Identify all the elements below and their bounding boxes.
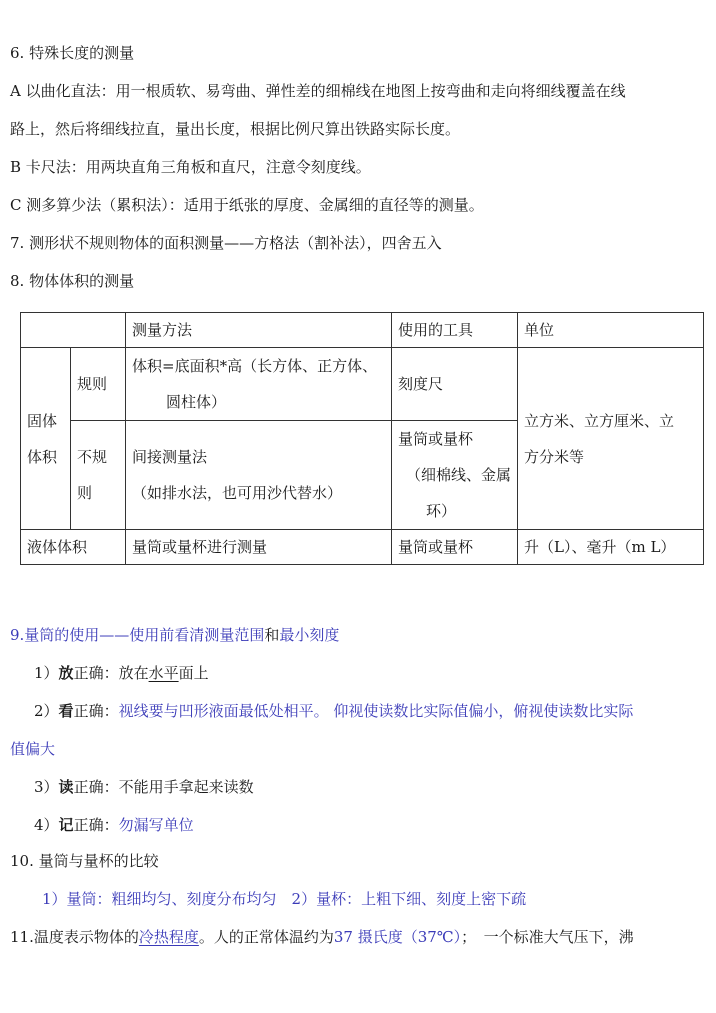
table-row-regular [21, 348, 704, 421]
header-unit: 单位 [518, 313, 704, 348]
irregular-tool-cell: 量筒或量杯 （细棉线、金属 环） [392, 421, 518, 530]
heading-9: 9.量筒的使用——使用前看清测量范围和最小刻度 [10, 626, 340, 644]
table-header-row [21, 313, 704, 348]
regular-tool-cell: 刻度尺 [392, 348, 518, 421]
method-b: B 卡尺法：用两块直角三角板和直尺，注意令刻度线。 [10, 158, 371, 176]
liquid-unit-cell: 升（L）、毫升（m L） [518, 530, 704, 565]
header-tool: 使用的工具 [392, 313, 518, 348]
heading-7: 7. 测形状不规则物体的面积测量——方格法（割补法），四舍五入 [10, 234, 442, 252]
method-a-line-1: A 以曲化直法：用一根质软、易弯曲、弹性差的细棉线在地图上按弯曲和走向将细线覆盖在线 [10, 82, 626, 100]
irregular-cell: 不规 则 [71, 421, 126, 530]
heading-11: 11.温度表示物体的冷热程度。人的正常体温约为37 摄氏度（37℃）； 一个标准大气压下，沸 [10, 928, 634, 946]
rule-place: 1）放正确：放在水平面上 [34, 664, 209, 682]
rule-read: 3）读正确：不能用手拿起来读数 [34, 778, 254, 796]
comparison-line: 1）量筒：粗细均匀、刻度分布均匀 2）量杯：上粗下细、刻度上密下疏 [42, 890, 527, 908]
irregular-method-cell: 间接测量法 （如排水法，也可用沙代替水） [126, 421, 392, 530]
heading-10: 10. 量筒与量杯的比较 [10, 852, 159, 870]
method-c: C 测多算少法（累积法）：适用于纸张的厚度、金属细的直径等的测量。 [10, 196, 484, 214]
solid-unit-cell: 立方米、立方厘米、立 方分米等 [518, 348, 704, 530]
method-a-line-2: 路上，然后将细线拉直，量出长度，根据比例尺算出铁路实际长度。 [10, 120, 461, 138]
header-method: 测量方法 [126, 313, 392, 348]
regular-method-cell: 体积=底面积*高（长方体、正方体、 圆柱体） [126, 348, 392, 421]
volume-measurement-table [20, 312, 704, 565]
solid-volume-cell: 固体 体积 [21, 348, 71, 530]
rule-record: 4）记正确：勿漏写单位 [34, 816, 194, 834]
liquid-method-cell: 量筒或量杯进行测量 [126, 530, 392, 565]
empty-header-cell [21, 313, 126, 348]
table-row-liquid [21, 530, 704, 565]
rule-view-continued: 值偏大 [10, 740, 56, 758]
heading-8: 8. 物体体积的测量 [10, 272, 135, 290]
liquid-volume-cell: 液体体积 [21, 530, 126, 565]
regular-cell: 规则 [71, 348, 126, 421]
rule-view: 2）看正确：视线要与凹形液面最低处相平。 仰视使读数比实际值偏小，俯视使读数比实际 [34, 702, 634, 720]
liquid-tool-cell: 量筒或量杯 [392, 530, 518, 565]
heading-6: 6. 特殊长度的测量 [10, 44, 135, 62]
